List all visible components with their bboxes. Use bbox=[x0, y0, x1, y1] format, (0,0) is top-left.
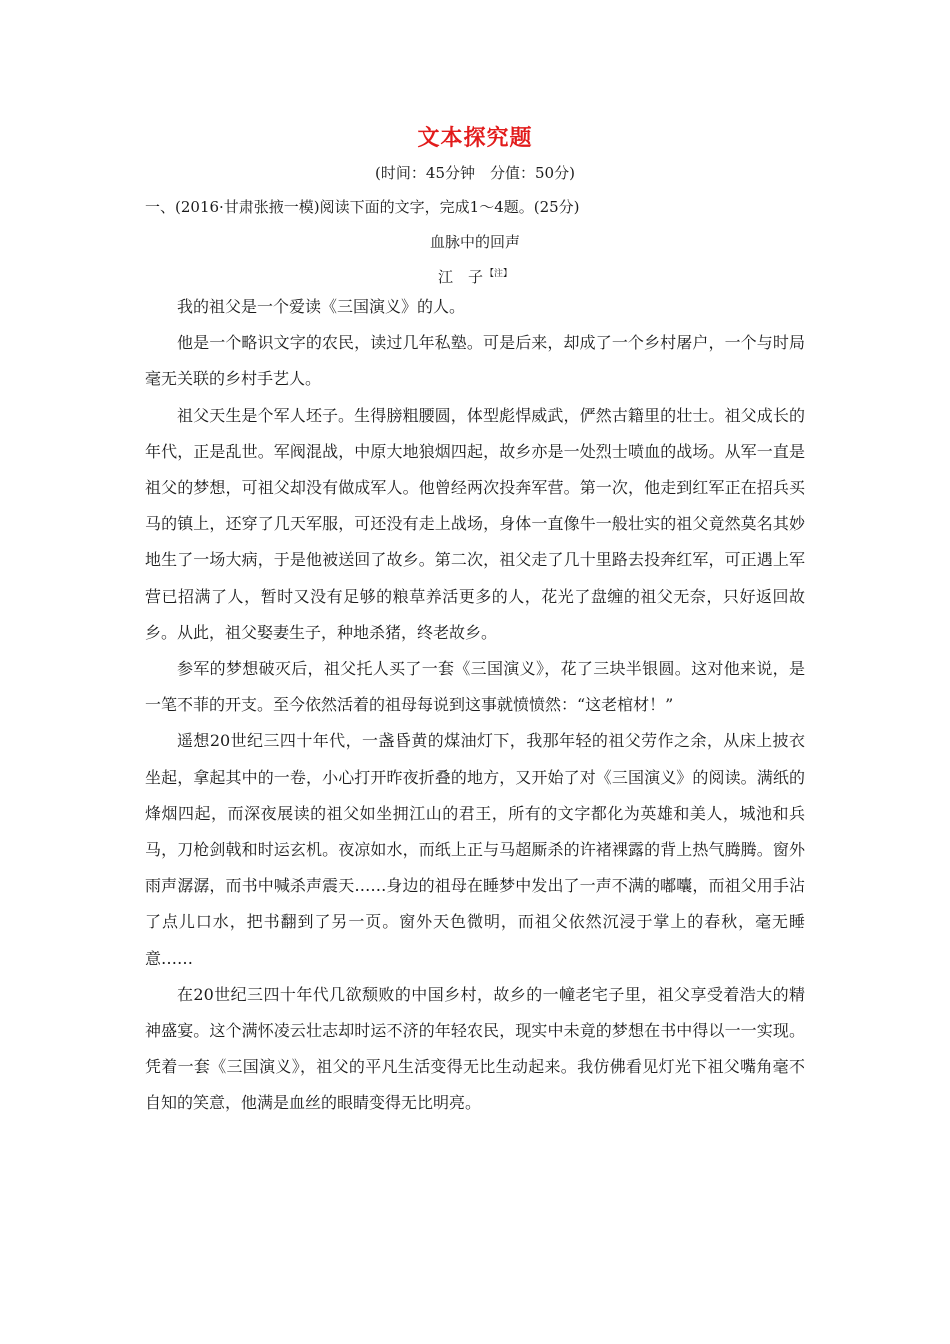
essay-author bbox=[0, 264, 950, 287]
author-name: 江 子 bbox=[437, 268, 483, 286]
paragraph: 我的祖父是一个爱读《三国演义》的人。 bbox=[177, 297, 466, 316]
paragraph: 在20世纪三四十年代几欲颓败的中国乡村，故乡的一幢老宅子里，祖父享受着浩大的精神盛宴。这个满怀凌云壮志却时运不济的年轻农民，现实中未竟的梦想在书中得以一一实现。凭着一套《三国演义》，祖父的平凡生活变得无比生动起来。我仿佛看见灯光下祖父嘴角毫不自知的笑意，他满是血丝的眼睛变得无比明亮。 bbox=[145, 984, 805, 1113]
time-score-info: (时间：45分钟 分值：50分) bbox=[375, 164, 575, 182]
paragraph: 参军的梦想破灭后，祖父托人买了一套《三国演义》，花了三块半银圆。这对他来说，是一笔不菲的开支。至今依然活着的祖母每说到这事就愤愤然：“这老棺材！” bbox=[145, 659, 805, 715]
author-note-mark: 【注】 bbox=[485, 269, 513, 279]
paragraph: 祖父天生是个军人坯子。生得膀粗腰圆，体型彪悍威武，俨然古籍里的壮士。祖父成长的年代，正是乱世。军阀混战，中原大地狼烟四起，故乡亦是一处烈士喷血的战场。从军一直是祖父的梦想，可祖父却没有做成军人。他曾经两次投奔军营。第一次，他走到红军正在招兵买马的镇上，还穿了几天军服，可还没有走上战场，身体一直像牛一般壮实的祖父竟然莫名其妙地生了一场大病，于是他被送回了故乡。第二次，祖父走了几十里路去投奔红军，可正遇上军营已招满了人，暂时又没有足够的粮草养活更多的人，花光了盘缠的祖父无奈，只好返回故乡。从此，祖父娶妻生子，种地杀猪，终老故乡。 bbox=[145, 405, 805, 642]
page-title: 文本探究题 bbox=[417, 125, 533, 151]
paragraph: 他是一个略识文字的农民，读过几年私塾。可是后来，却成了一个乡村屠户，一个与时局毫无关联的乡村手艺人。 bbox=[145, 333, 805, 389]
question-heading: 一、(2016·甘肃张掖一模)阅读下面的文字，完成1～4题。(25分) bbox=[145, 198, 580, 216]
essay-title: 血脉中的回声 bbox=[429, 233, 520, 251]
paragraph: 遥想20世纪三四十年代，一盏昏黄的煤油灯下，我那年轻的祖父劳作之余，从床上披衣坐起，拿起其中的一卷，小心打开昨夜折叠的地方，又开始了对《三国演义》的阅读。满纸的烽烟四起，而深夜展读的祖父如坐拥江山的君王，所有的文字都化为英雄和美人，城池和兵马，刀枪剑戟和时运玄机。夜凉如水，而纸上正与马超厮杀的许褚裸露的背上热气腾腾。窗外雨声潺潺，而书中喊杀声震天……身边的祖母在睡梦中发出了一声不满的嘟囔，而祖父用手沾了点儿口水，把书翻到了另一页。窗外天色微明，而祖父依然沉浸于掌上的春秋，毫无睡意…… bbox=[145, 731, 805, 968]
essay-body bbox=[145, 289, 805, 1122]
